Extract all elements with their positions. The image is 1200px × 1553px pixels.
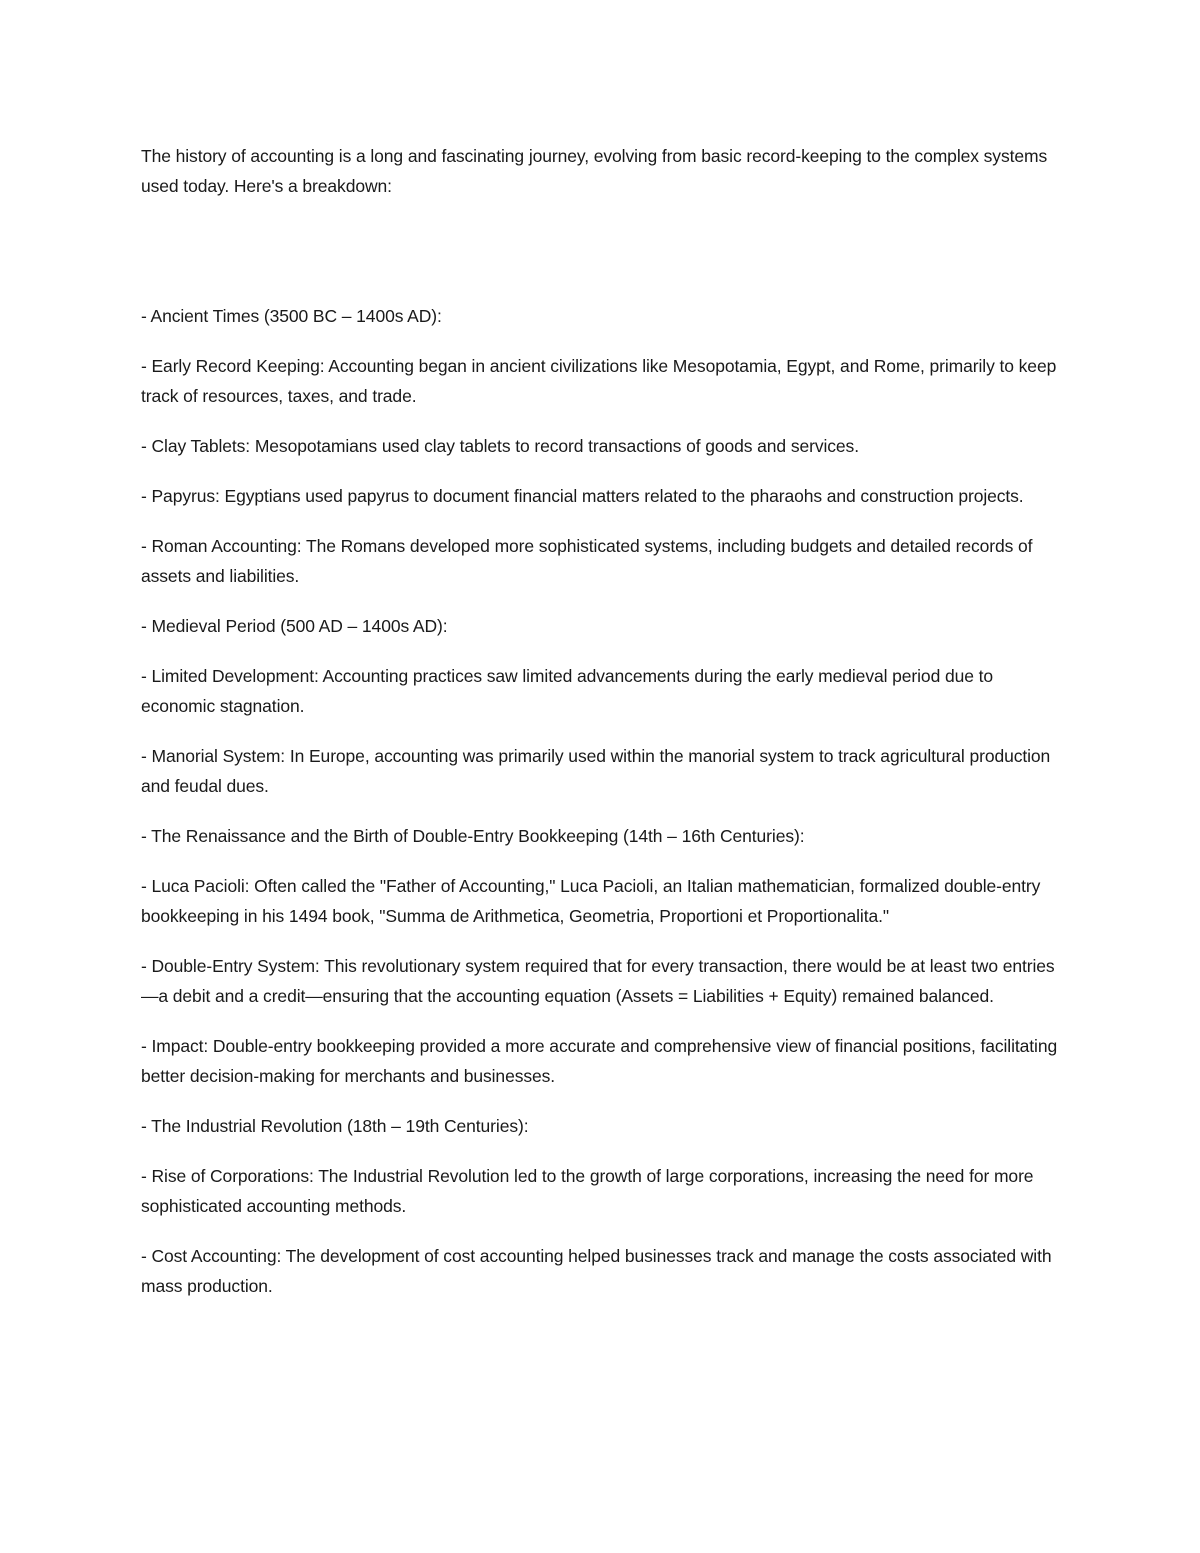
list-item: - Rise of Corporations: The Industrial Revolution led to the growth of large corporations, increasing the need for more sophisticated accounting methods. — [141, 1166, 1034, 1216]
list-item: - Luca Pacioli: Often called the "Father of Accounting," Luca Pacioli, an Italian mathematician, formalized double-entry bookkeeping in his 1494 book, "Summa de Arithmetica, Geometria, Proportioni et Proportionalita." — [141, 876, 1041, 926]
section-heading-industrial-revolution: - The Industrial Revolution (18th – 19th Centuries): — [141, 1116, 529, 1136]
list-item: - Cost Accounting: The development of cost accounting helped businesses track and manage the costs associated with mass production. — [141, 1246, 1052, 1296]
list-item: - Papyrus: Egyptians used papyrus to document financial matters related to the pharaohs and construction projects. — [141, 486, 1024, 506]
section-heading-renaissance: - The Renaissance and the Birth of Double-Entry Bookkeeping (14th – 16th Centuries): — [141, 826, 805, 846]
section-heading-ancient-times: - Ancient Times (3500 BC – 1400s AD): — [141, 306, 442, 326]
document-body — [141, 141, 1059, 1321]
list-item: - Impact: Double-entry bookkeeping provided a more accurate and comprehensive view of financial positions, facilitating better decision-making for merchants and businesses. — [141, 1036, 1058, 1086]
list-item: - Clay Tablets: Mesopotamians used clay tablets to record transactions of goods and services. — [141, 436, 859, 456]
list-item: - Limited Development: Accounting practices saw limited advancements during the early medieval period due to economic stagnation. — [141, 666, 994, 716]
list-item: - Roman Accounting: The Romans developed more sophisticated systems, including budgets and detailed records of assets and liabilities. — [141, 536, 1033, 586]
list-item: - Early Record Keeping: Accounting began in ancient civilizations like Mesopotamia, Egypt, and Rome, primarily to keep track of resources, taxes, and trade. — [141, 356, 1057, 406]
list-item: - Manorial System: In Europe, accounting was primarily used within the manorial system to track agricultural production and feudal dues. — [141, 746, 1051, 796]
section-heading-medieval-period: - Medieval Period (500 AD – 1400s AD): — [141, 616, 448, 636]
intro-paragraph: The history of accounting is a long and fascinating journey, evolving from basic record-keeping to the complex systems used today. Here's a breakdown: — [141, 146, 1048, 196]
list-item: - Double-Entry System: This revolutionary system required that for every transaction, there would be at least two entries—a debit and a credit—ensuring that the accounting equation (Assets = Liabilities + Equity) remained balanced. — [141, 956, 1055, 1006]
